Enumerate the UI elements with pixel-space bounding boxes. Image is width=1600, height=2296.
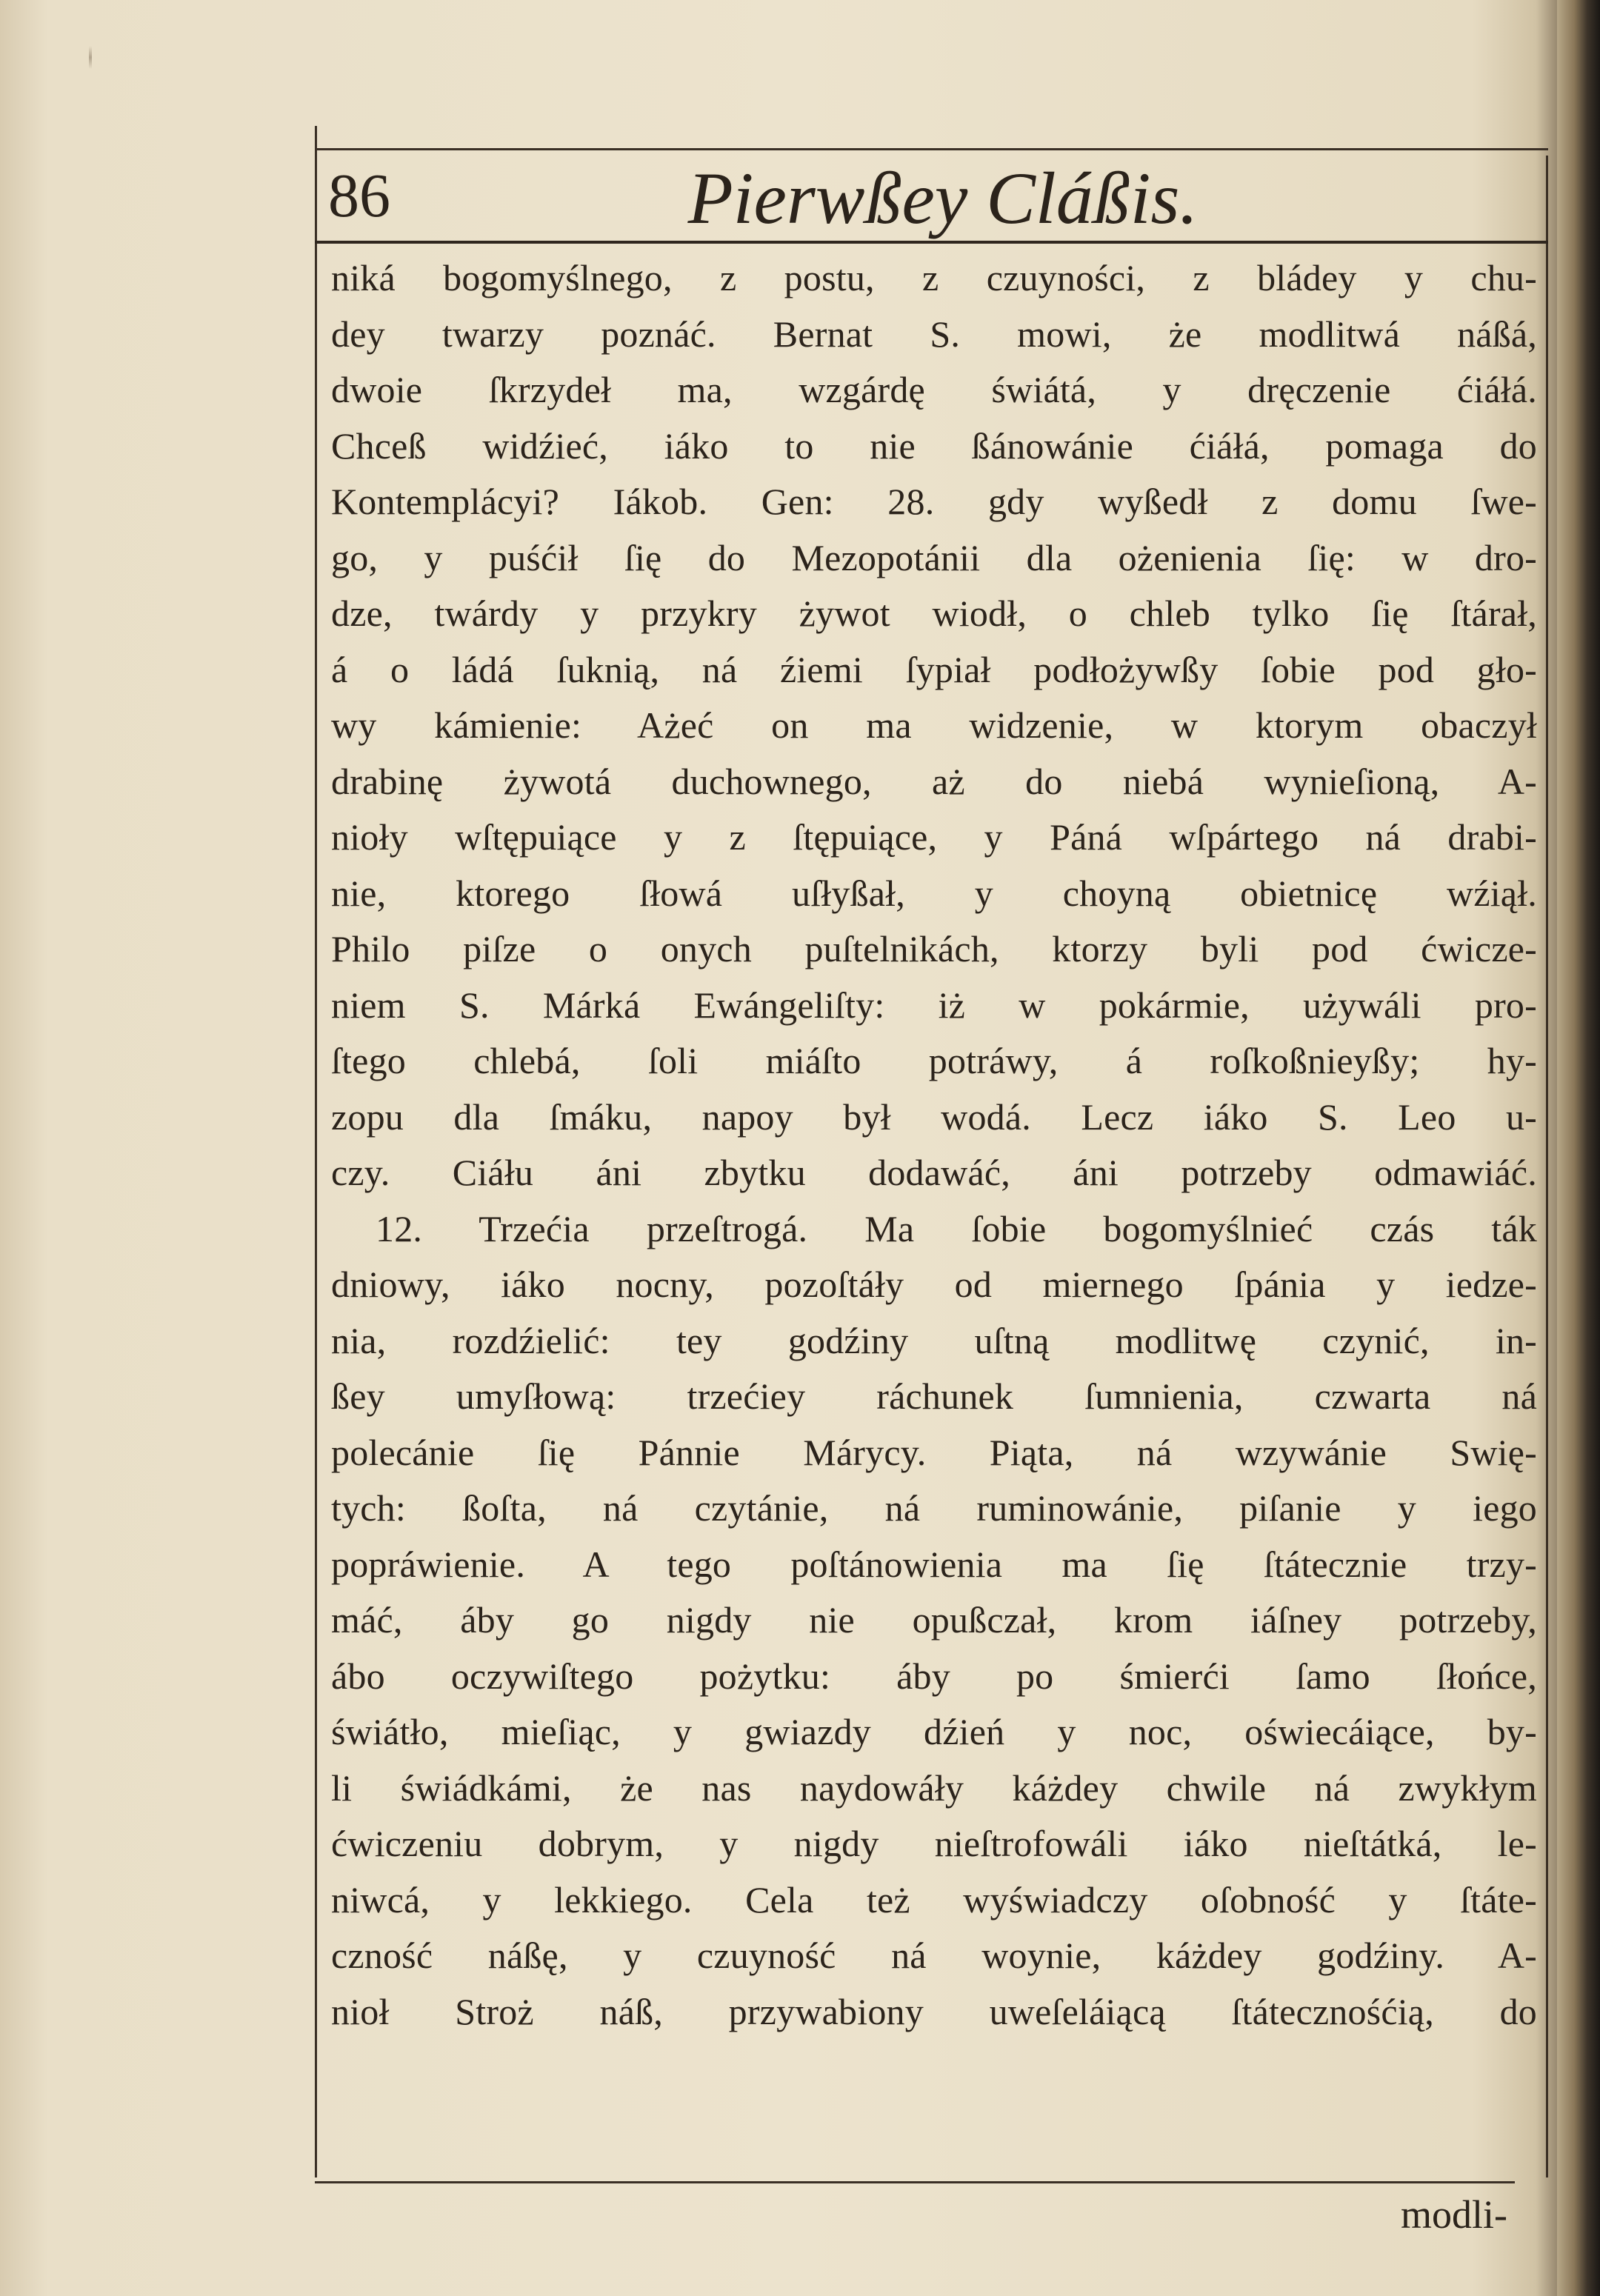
text-line: ćwiczeniu dobrym, y nigdy nieſtrofowáli iáko nieſtátká, le- (331, 1823, 1537, 1864)
text-line: nia, rozdźielić: tey godźiny uſtną modlitwę czynić, in- (331, 1319, 1537, 1361)
text-line: polecánie ſię Pánnie Márycy. Piąta, ná wzywánie Swię- (331, 1431, 1537, 1473)
text-line: nioły wſtępuiące y z ſtępuiące, y Páná wſpártego ná drabi- (331, 816, 1537, 858)
body-text (331, 250, 1537, 2040)
text-line: nie, ktorego ſłowá uſłyßał, y choyną obietnicę wźiął. (331, 872, 1537, 914)
text-line: Kontemplácyi? Iákob. Gen: 28. gdy wyßedł z domu ſwe- (331, 481, 1537, 522)
text-line: dey twarzy poznáć. Bernat S. mowi, że modlitwá náßá, (331, 313, 1537, 355)
text-line: czy. Ciáłu áni zbytku dodawáć, áni potrzeby odmawiáć. (331, 1152, 1537, 1193)
gutter-shadow (89, 0, 92, 2296)
running-title: Pierwßey Cláßis. (687, 157, 1199, 239)
text-line: zopu dla ſmáku, napoy był wodá. Lecz iáko S. Leo u- (331, 1095, 1537, 1138)
text-line: wy kámienie: Ażeć on ma widzenie, w ktorym obaczył (331, 704, 1537, 746)
text-line: popráwienie. A tego poſtánowienia ma ſię ſtátecznie trzy- (331, 1543, 1537, 1585)
text-line: ßey umyſłową: trzećiey ráchunek ſumnienia, czwarta ná (331, 1375, 1537, 1417)
text-line: nioł Stroż náß, przywabiony uweſeláiącą ſtátecznośćią, do (331, 1990, 1537, 2032)
text-line: tych: ßoſta, ná czytánie, ná ruminowánie, piſanie y iego (331, 1487, 1537, 1529)
text-line: Chceß widźieć, iáko to nie ßánowánie ćiáłá, pomaga do (331, 424, 1537, 467)
text-line: dwoie ſkrzydeł ma, wzgárdę świátá, y dręczenie ćiáłá. (331, 369, 1537, 410)
footer-rule (315, 2181, 1515, 2183)
text-line: go, y puśćił ſię do Mezopotánii dla ożenienia ſię: w dro- (331, 536, 1537, 578)
text-line: dniowy, iáko nocny, pozoſtáły od miernego ſpánia y iedze- (331, 1264, 1537, 1305)
text-line: czność náßę, y czuyność ná woynie, káżdey godźiny. A- (331, 1935, 1537, 1976)
text-line: á o ládá ſuknią, ná źiemi ſypiał podłożywßy ſobie pod gło- (331, 648, 1537, 690)
page-header (328, 148, 1536, 244)
text-line: Philo piſze o onych puſtelnikách, ktorzy byli pod ćwicze- (331, 928, 1537, 970)
header-rule (315, 241, 1548, 244)
text-line: 12. Trzećia przeſtrogá. Ma ſobie bogomyślnieć czás ták (376, 1207, 1537, 1249)
page-number: 86 (328, 161, 390, 230)
text-line: świátło, mieſiąc, y gwiazdy dźień y noc, oświecáiące, by- (331, 1711, 1537, 1752)
catchword: modli- (1401, 2192, 1507, 2237)
text-line: máć, áby go nigdy nie opußczał, krom iáſney potrzeby, (331, 1599, 1537, 1641)
frame-left-rule (315, 126, 317, 2177)
text-line: niem S. Márká Ewángeliſty: iż w pokármie, używáli pro- (331, 984, 1537, 1026)
frame-right-rule (1546, 156, 1548, 2177)
text-line: drabinę żywotá duchownego, aż do niebá wynieſioną, A- (331, 760, 1537, 802)
book-page (315, 126, 1548, 2237)
text-line: ſtego chlebá, ſoli miáſto potráwy, á roſkoßnieyßy; hy- (331, 1040, 1537, 1081)
text-line: niwcá, y lekkiego. Cela też wyświadczy oſobność y ſtáte- (331, 1878, 1537, 1920)
page-edge (1557, 0, 1600, 2296)
text-line: dze, twárdy y przykry żywot wiodł, o chleb tylko ſię ſtárał, (331, 593, 1537, 634)
text-line: li świádkámi, że nas naydowáły káżdey chwile ná zwykłym (331, 1766, 1537, 1809)
text-line: ábo oczywiſtego pożytku: áby po śmierći ſamo ſłońce, (331, 1655, 1537, 1697)
text-line: niká bogomyślnego, z postu, z czuyności, z bládey y chu- (331, 257, 1537, 298)
